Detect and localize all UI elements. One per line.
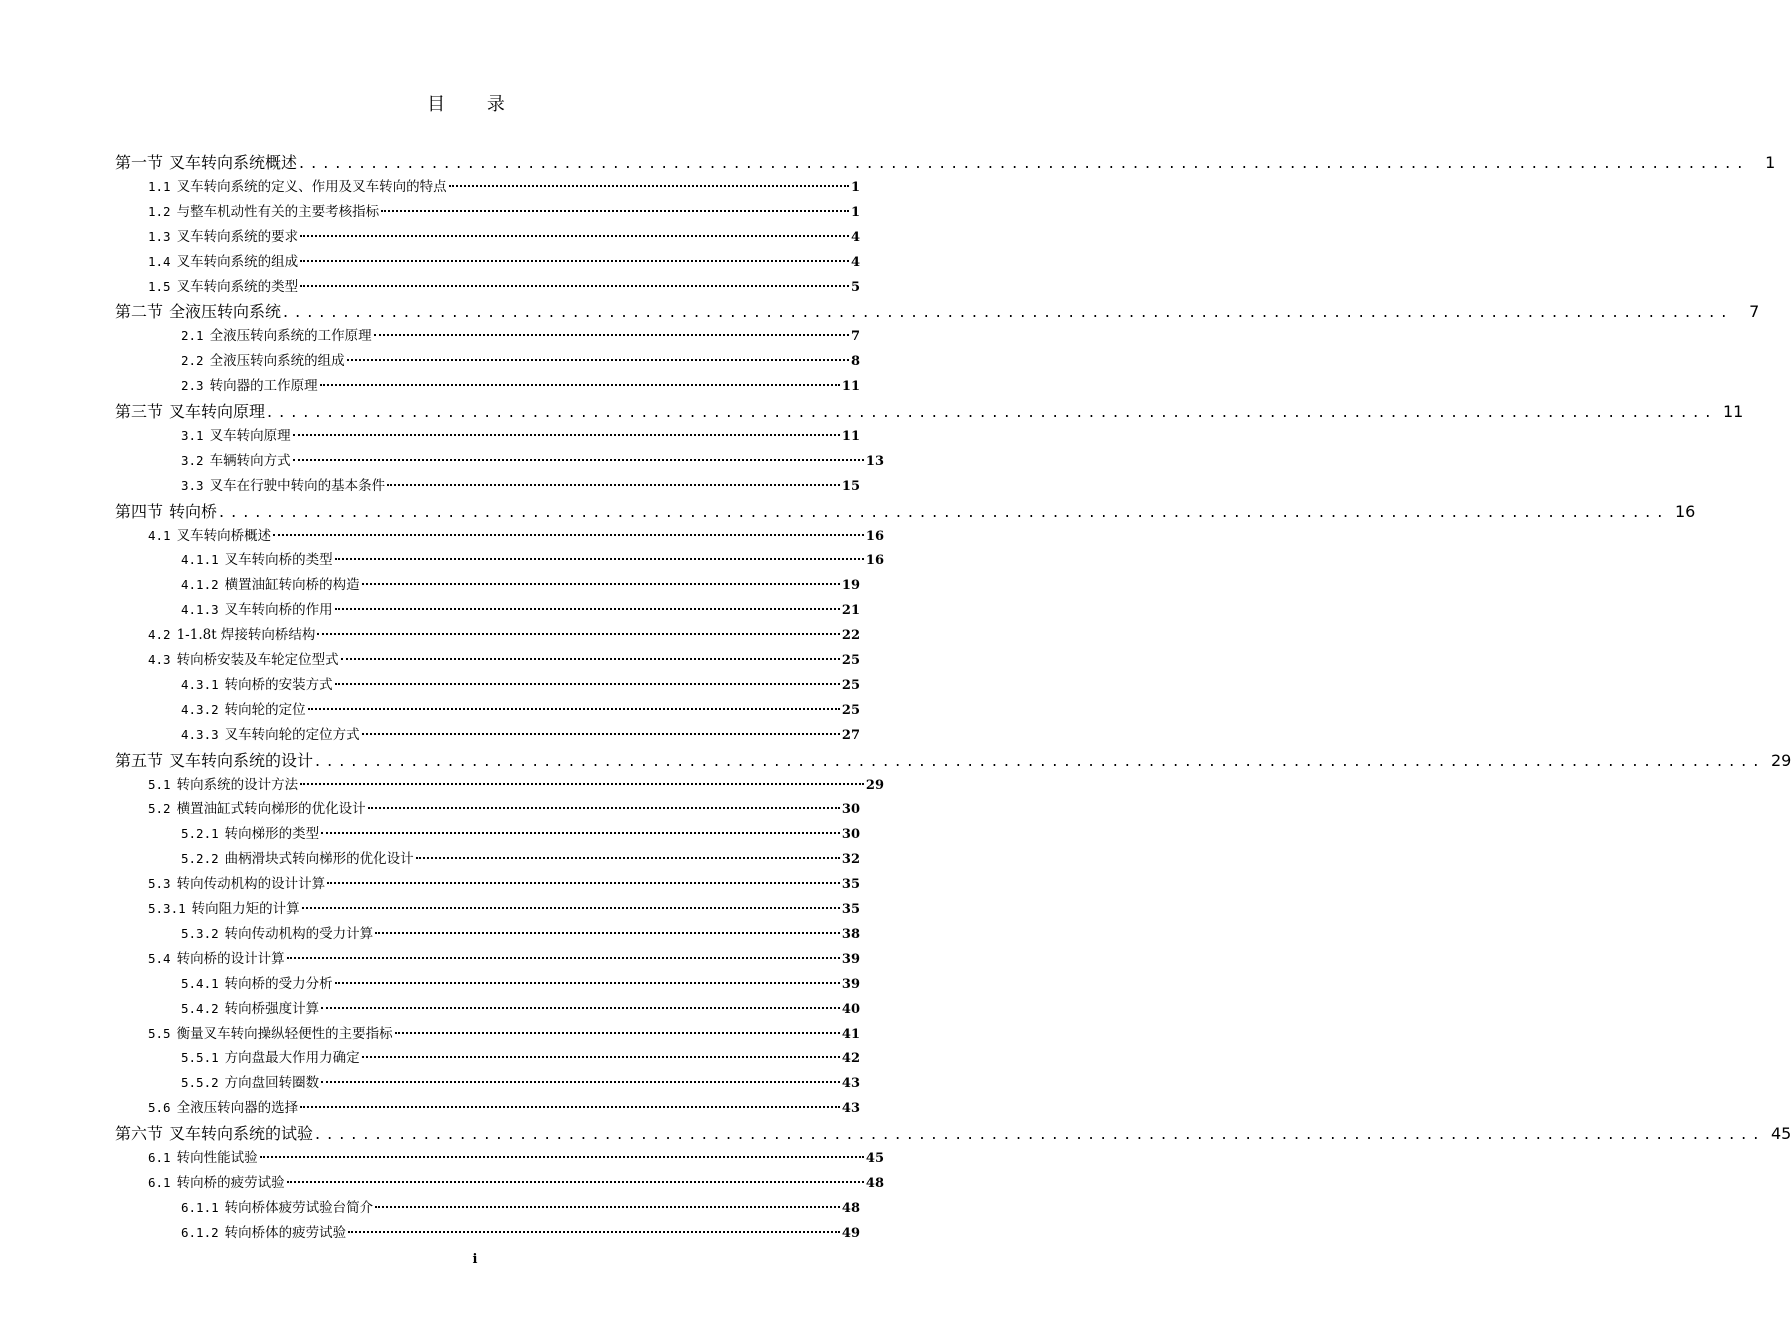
toc-entry[interactable] bbox=[181, 997, 860, 1017]
toc-entry-title: 转向桥的安装方式 bbox=[224, 676, 333, 693]
toc-leader-dots bbox=[327, 882, 840, 884]
toc-entry-page: 8 bbox=[850, 354, 860, 370]
toc-entry-number: 6.1.1 bbox=[181, 1199, 219, 1215]
toc-title: 目 录 bbox=[427, 94, 523, 115]
toc-leader-dots bbox=[374, 334, 849, 336]
toc-entry-page: 48 bbox=[841, 1200, 860, 1216]
toc-leader-dots bbox=[260, 1156, 864, 1158]
toc-entry-title: 叉车转向轮的定位方式 bbox=[224, 726, 360, 743]
toc-leader-dots bbox=[341, 658, 840, 660]
toc-entry-page: 5 bbox=[850, 279, 860, 295]
toc-entry-number: 第二节 bbox=[115, 302, 164, 322]
toc-entry-title: 方向盘回转圈数 bbox=[224, 1075, 320, 1092]
toc-entry[interactable] bbox=[181, 1196, 860, 1216]
toc-entry[interactable] bbox=[181, 922, 860, 942]
toc-entry-page: 49 bbox=[841, 1225, 860, 1241]
toc-leader-dots bbox=[300, 783, 864, 785]
toc-entry-title: 叉车转向系统的设计 bbox=[169, 750, 314, 770]
toc-leader-dots: ........................................................................................................................ bbox=[315, 750, 1766, 770]
toc-entry-title: 全液压转向系统的工作原理 bbox=[209, 328, 372, 345]
toc-entry-title: 转向器的工作原理 bbox=[209, 378, 318, 395]
toc-entry-number: 5.2.1 bbox=[181, 826, 219, 842]
toc-entry-page: 11 bbox=[841, 379, 860, 395]
toc-entry-title: 叉车转向系统的组成 bbox=[176, 253, 299, 270]
toc-entry-number: 第一节 bbox=[115, 153, 164, 172]
toc-entry-title: 转向性能试验 bbox=[176, 1150, 258, 1166]
toc-leader-dots: ........................................................................................................................ bbox=[283, 302, 1734, 322]
toc-entry[interactable] bbox=[148, 1146, 884, 1166]
toc-entry[interactable] bbox=[181, 324, 860, 344]
toc-entry-page: 48 bbox=[865, 1175, 884, 1191]
toc-leader-dots bbox=[449, 185, 849, 187]
toc-entry-page: 25 bbox=[841, 653, 860, 668]
toc-entry-title: 叉车转向系统概述 bbox=[169, 153, 298, 172]
toc-entry-title: 转向桥的设计计算 bbox=[176, 950, 285, 967]
toc-leader-dots bbox=[347, 359, 849, 361]
toc-entry-number: 1.2 bbox=[148, 203, 171, 219]
toc-entry-number: 1.1 bbox=[148, 178, 171, 194]
toc-entry-number: 5.5.2 bbox=[181, 1075, 219, 1091]
page-number: i bbox=[472, 1252, 478, 1267]
toc-entry-title: 叉车转向桥的类型 bbox=[224, 552, 333, 569]
toc-entry-number: 3.3 bbox=[181, 477, 204, 493]
toc-entry-title: 叉车转向系统的试验 bbox=[169, 1124, 314, 1144]
toc-entry[interactable] bbox=[148, 200, 860, 220]
toc-entry-page: 4 bbox=[850, 229, 860, 245]
toc-leader-dots bbox=[300, 1106, 840, 1108]
toc-entry-title: 转向桥 bbox=[169, 501, 218, 521]
toc-entry[interactable] bbox=[148, 897, 860, 917]
toc-entry-title: 转向桥体的疲劳试验 bbox=[224, 1224, 347, 1241]
toc-entry[interactable] bbox=[181, 723, 860, 743]
toc-entry[interactable] bbox=[148, 773, 884, 793]
toc-entry-number: 5.3.1 bbox=[148, 901, 186, 916]
toc-entry-number: 5.2 bbox=[148, 801, 171, 817]
toc-entry-title: 叉车转向桥概述 bbox=[176, 527, 272, 544]
toc-leader-dots bbox=[387, 484, 840, 486]
toc-entry-page: 38 bbox=[841, 926, 860, 942]
toc-entry-number: 2.1 bbox=[181, 328, 204, 344]
toc-entry[interactable] bbox=[181, 1046, 860, 1066]
toc-leader-dots bbox=[335, 982, 840, 984]
toc-entry-number: 4.1.3 bbox=[181, 602, 219, 618]
toc-entry-number: 4.3.2 bbox=[181, 701, 219, 717]
toc-entry[interactable] bbox=[181, 474, 860, 494]
toc-leader-dots bbox=[416, 857, 840, 859]
toc-entry-title: 曲柄滑块式转向梯形的优化设计 bbox=[224, 851, 414, 868]
toc-leader-dots bbox=[395, 1032, 840, 1034]
toc-entry-page: 11 bbox=[1722, 402, 1744, 421]
toc-entry-number: 2.3 bbox=[181, 378, 204, 394]
toc-entry[interactable] bbox=[148, 275, 860, 295]
toc-entry[interactable] bbox=[181, 548, 884, 568]
toc-entry-number: 5.1 bbox=[148, 776, 171, 792]
toc-entry[interactable] bbox=[181, 972, 860, 992]
toc-entry-page: 16 bbox=[1674, 501, 1696, 521]
toc-entry-title: 车辆转向方式 bbox=[209, 452, 291, 469]
toc-entry-title: 叉车转向系统的要求 bbox=[176, 228, 299, 245]
toc-leader-dots: ........................................................................................................................ bbox=[299, 153, 1750, 172]
toc-leader-dots bbox=[375, 1206, 840, 1208]
toc-entry[interactable] bbox=[181, 573, 860, 593]
toc-entry-title: 转向桥的疲劳试验 bbox=[176, 1174, 285, 1191]
toc-leader-dots bbox=[287, 1181, 864, 1183]
toc-entry-page: 35 bbox=[841, 902, 860, 917]
toc-entry-page: 7 bbox=[1749, 302, 1760, 322]
toc-entry[interactable] bbox=[115, 1121, 1791, 1144]
toc-entry[interactable] bbox=[181, 374, 860, 394]
toc-entry[interactable] bbox=[148, 648, 860, 668]
toc-entry-number: 6.1 bbox=[148, 1150, 171, 1165]
toc-entry-page: 19 bbox=[841, 578, 860, 594]
toc-entry[interactable] bbox=[181, 598, 860, 618]
toc-leader-dots bbox=[362, 1056, 840, 1058]
toc-entry-number: 5.6 bbox=[148, 1100, 171, 1116]
toc-leader-dots bbox=[300, 260, 849, 262]
toc-entry-title: 全液压转向系统的组成 bbox=[209, 353, 345, 370]
toc-entry-title: 转向桥体疲劳试验台简介 bbox=[224, 1199, 374, 1216]
toc-entry-page: 27 bbox=[841, 727, 860, 743]
toc-entry-number: 5.2.2 bbox=[181, 851, 219, 867]
toc-entry-title: 与整车机动性有关的主要考核指标 bbox=[176, 203, 380, 220]
toc-entry-number: 4.2 bbox=[148, 627, 171, 643]
toc-entry[interactable] bbox=[148, 947, 860, 967]
toc-entry-page: 25 bbox=[841, 677, 860, 693]
toc-entry-page: 39 bbox=[841, 951, 860, 967]
toc-entry-number: 4.3 bbox=[148, 652, 171, 667]
toc-entry-number: 5.3.2 bbox=[181, 925, 219, 941]
toc-entry-page: 16 bbox=[865, 528, 884, 544]
toc-entry-page: 4 bbox=[850, 254, 860, 270]
toc-entry-page: 29 bbox=[865, 777, 884, 793]
toc-entry-page: 22 bbox=[841, 628, 860, 644]
toc-entry[interactable] bbox=[181, 673, 860, 693]
toc-entry[interactable] bbox=[115, 399, 1744, 422]
toc-entry-page: 1 bbox=[850, 204, 860, 220]
toc-entry-page: 41 bbox=[841, 1026, 860, 1042]
toc-entry[interactable] bbox=[148, 225, 860, 245]
toc-entry-page: 43 bbox=[841, 1101, 860, 1117]
toc-entry-number: 5.5.1 bbox=[181, 1050, 219, 1066]
toc-entry-page: 16 bbox=[865, 553, 884, 569]
toc-leader-dots bbox=[335, 558, 864, 560]
toc-entry[interactable] bbox=[115, 299, 1760, 322]
toc-entry-title: 转向桥的受力分析 bbox=[224, 975, 333, 992]
toc-entry-title: 叉车转向原理 bbox=[169, 402, 266, 421]
toc-entry-number: 5.5 bbox=[148, 1025, 171, 1041]
toc-entry[interactable] bbox=[115, 748, 1791, 771]
toc-leader-dots bbox=[293, 459, 864, 461]
toc-entry[interactable] bbox=[148, 1096, 860, 1116]
toc-entry-page: 13 bbox=[865, 453, 884, 469]
toc-entry-number: 1.4 bbox=[148, 253, 171, 269]
toc-entry-page: 30 bbox=[841, 827, 860, 843]
toc-entry-title: 衡量叉车转向操纵轻便性的主要指标 bbox=[176, 1025, 393, 1042]
toc-entry-title: 方向盘最大作用力确定 bbox=[224, 1050, 360, 1067]
toc-entry-number: 2.2 bbox=[181, 353, 204, 369]
toc-entry[interactable] bbox=[181, 822, 860, 842]
toc-entry-page: 43 bbox=[841, 1076, 860, 1092]
toc-entry[interactable] bbox=[148, 797, 860, 817]
toc-entry-title: 全液压转向器的选择 bbox=[176, 1100, 299, 1117]
toc-leader-dots bbox=[300, 235, 849, 237]
toc-entry-page: 11 bbox=[841, 428, 860, 444]
toc-entry[interactable] bbox=[181, 1071, 860, 1091]
toc-entry-title: 1-1.8t 焊接转向桥结构 bbox=[176, 627, 316, 644]
toc-entry[interactable] bbox=[181, 449, 884, 469]
toc-entry-number: 5.4.2 bbox=[181, 1000, 219, 1016]
toc-entry-number: 4.1.1 bbox=[181, 552, 219, 568]
toc-entry-number: 第五节 bbox=[115, 750, 164, 770]
toc-entry-page: 32 bbox=[841, 852, 860, 868]
toc-leader-dots bbox=[368, 807, 840, 809]
toc-entry[interactable] bbox=[148, 1171, 884, 1191]
toc-entry[interactable] bbox=[148, 1022, 860, 1042]
toc-leader-dots bbox=[321, 832, 840, 834]
toc-entry-number: 4.3.3 bbox=[181, 726, 219, 742]
toc-entry[interactable] bbox=[115, 499, 1696, 522]
toc-leader-dots bbox=[308, 708, 840, 710]
toc-entry-number: 5.4 bbox=[148, 950, 171, 966]
toc-entry-number: 5.4.1 bbox=[181, 975, 219, 991]
toc-entry-title: 横置油缸式转向梯形的优化设计 bbox=[176, 801, 366, 818]
toc-entry-title: 转向系统的设计方法 bbox=[176, 776, 299, 793]
toc-entry[interactable] bbox=[181, 698, 860, 718]
toc-entry-page: 29 bbox=[1770, 750, 1791, 770]
toc-entry-number: 3.2 bbox=[181, 452, 204, 468]
toc-entry[interactable] bbox=[181, 1221, 860, 1241]
toc-entry[interactable] bbox=[148, 175, 860, 195]
toc-leader-dots bbox=[362, 733, 840, 735]
toc-entry-page: 7 bbox=[850, 329, 860, 345]
toc-entry-number: 4.3.1 bbox=[181, 676, 219, 692]
toc-entry-number: 第六节 bbox=[115, 1124, 164, 1144]
toc-entry-number: 4.1.2 bbox=[181, 577, 219, 593]
toc-entry-title: 转向传动机构的受力计算 bbox=[224, 925, 374, 942]
toc-entry-number: 第四节 bbox=[115, 501, 164, 521]
toc-leader-dots bbox=[273, 534, 864, 536]
toc-entry-number: 6.1 bbox=[148, 1174, 171, 1190]
toc-entry-page: 25 bbox=[841, 702, 860, 718]
toc-leader-dots bbox=[348, 1231, 840, 1233]
toc-entry-number: 第三节 bbox=[115, 402, 164, 421]
toc-entry-page: 15 bbox=[841, 478, 860, 494]
toc-entry-title: 转向桥安装及车轮定位型式 bbox=[176, 652, 339, 668]
toc-entry-title: 叉车转向系统的定义、作用及叉车转向的特点 bbox=[176, 178, 447, 195]
toc-leader-dots bbox=[335, 608, 840, 610]
toc-entry-title: 全液压转向系统 bbox=[169, 302, 282, 322]
toc-entry-page: 45 bbox=[865, 1151, 884, 1166]
toc-entry-title: 转向轮的定位 bbox=[224, 701, 306, 718]
toc-entry-page: 1 bbox=[850, 179, 860, 195]
toc-entry-page: 1 bbox=[1765, 153, 1776, 172]
toc-entry-number: 5.3 bbox=[148, 876, 171, 892]
toc-leader-dots bbox=[362, 583, 840, 585]
toc-entry-title: 转向阻力矩的计算 bbox=[191, 901, 300, 917]
toc-leader-dots bbox=[321, 1007, 840, 1009]
toc-leader-dots bbox=[300, 285, 849, 287]
toc-leader-dots bbox=[321, 1081, 840, 1083]
toc-entry-number: 3.1 bbox=[181, 427, 204, 443]
toc-entry[interactable] bbox=[181, 349, 860, 369]
toc-entry[interactable] bbox=[148, 623, 860, 643]
toc-entry[interactable] bbox=[181, 424, 860, 444]
toc-entry-page: 39 bbox=[841, 976, 860, 992]
toc-entry[interactable] bbox=[181, 847, 860, 867]
toc-leader-dots bbox=[381, 210, 849, 212]
toc-entry-page: 42 bbox=[841, 1051, 860, 1067]
toc-entry-page: 21 bbox=[841, 603, 860, 619]
toc-entry-number: 1.3 bbox=[148, 228, 171, 244]
toc-entry-number: 1.5 bbox=[148, 278, 171, 294]
toc-leader-dots bbox=[317, 633, 839, 635]
toc-entry-title: 转向传动机构的设计计算 bbox=[176, 876, 326, 893]
toc-leader-dots bbox=[293, 434, 840, 436]
toc-entry-title: 转向桥强度计算 bbox=[224, 1000, 320, 1017]
toc-entry-title: 叉车转向桥的作用 bbox=[224, 602, 333, 619]
toc-entry[interactable] bbox=[148, 524, 884, 544]
toc-leader-dots: ........................................................................................................................ bbox=[219, 501, 1670, 521]
toc-entry-title: 叉车转向原理 bbox=[209, 427, 291, 444]
toc-leader-dots bbox=[287, 957, 840, 959]
toc-entry-title: 横置油缸转向桥的构造 bbox=[224, 577, 360, 594]
toc-leader-dots bbox=[302, 907, 840, 909]
toc-leader-dots bbox=[320, 384, 840, 386]
toc-entry[interactable] bbox=[148, 872, 860, 892]
toc-entry-page: 45 bbox=[1770, 1124, 1791, 1144]
toc-entry-title: 转向梯形的类型 bbox=[224, 826, 320, 843]
toc-entry-title: 叉车转向系统的类型 bbox=[176, 278, 299, 295]
toc-entry-number: 6.1.2 bbox=[181, 1224, 219, 1240]
toc-leader-dots bbox=[335, 683, 840, 685]
toc-leader-dots bbox=[375, 932, 840, 934]
toc-entry[interactable] bbox=[148, 250, 860, 270]
toc-leader-dots: ........................................................................................................................ bbox=[267, 402, 1718, 421]
toc-entry-page: 40 bbox=[841, 1001, 860, 1017]
toc-leader-dots: ........................................................................................................................ bbox=[315, 1124, 1766, 1144]
toc-entry-title: 叉车在行驶中转向的基本条件 bbox=[209, 477, 386, 494]
toc-entry-page: 30 bbox=[841, 802, 860, 818]
toc-entry[interactable] bbox=[115, 150, 1776, 173]
toc-entry-page: 35 bbox=[841, 877, 860, 893]
toc-entry-number: 4.1 bbox=[148, 527, 171, 543]
